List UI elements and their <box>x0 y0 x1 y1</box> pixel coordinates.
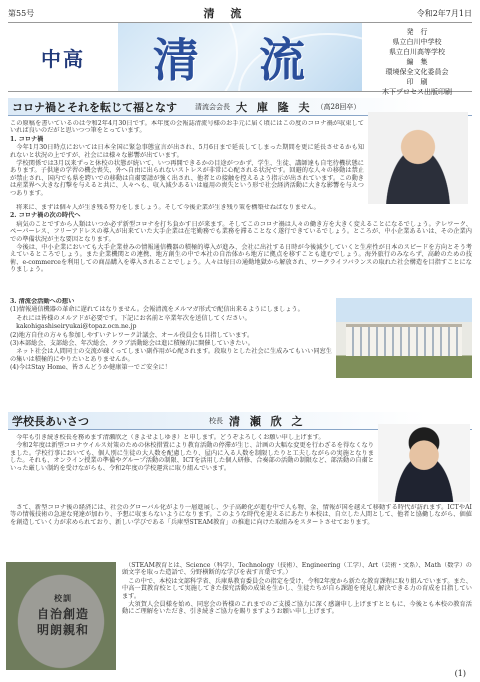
school-logo <box>8 23 118 91</box>
publisher-info <box>362 23 472 96</box>
paragraph: 将来に、まずは個々人が生き残る努力をしましょう。そして今後企業が生き残り策を構築せねばなりません。 <box>10 204 320 211</box>
article2-title: 学校長あいさつ <box>12 414 89 428</box>
publisher-line: 発 行 <box>406 28 428 36</box>
paragraph: (1)情報通信機器の革命に遅れてはなりません。会報清流をメルマガ形式で配信出来るようにしましょう。 <box>10 306 304 314</box>
article2-author-name: 清 瀬 欣 之 <box>229 414 306 428</box>
article1-body-top <box>10 120 364 204</box>
page-number: (1) <box>454 669 466 678</box>
issue-number: 第55号 <box>8 8 35 18</box>
article2-author-role: 校長 <box>209 416 223 425</box>
paragraph: 今年も引き続き校長を務めます清瀬欣之（きよせよしゆき）と申します。どうぞよろしくお願い申し上げます。 <box>10 434 325 441</box>
paragraph: 今後は、中小企業においても大手企業並みの情報通信機器の積極的導入が進み、会社に出社する日時が今後減少していくと生産性が日本のスピードを方向とそう考えているところでしょう。また企業機関との連携、地方創生の中で本社の自治体から地方に拠点を移すことも進むでしょう。海外旅行のみならず、高齢のための技術、e-commerceを利用しての商品購入を導入されることでしょう。人々は毎日の通勤地獄から解放され、ワークライフバランスの取れた社会構造を目指すことになりましょう。 <box>10 244 472 274</box>
page-header <box>8 6 472 20</box>
carving-line: 自治創造 <box>36 607 89 621</box>
publisher-line: 印 刷 <box>406 78 428 86</box>
paragraph: （STEAM教育とは、Science（科学）、Technology（技術）、Engineering（工学）、Art（芸術・文系）、Math（数学）の頭文字を取った造語で、分野横断的な学びを表す言葉です。） <box>122 562 472 577</box>
article1-body-middle <box>10 204 472 296</box>
paragraph: ネット社会は人間同士の交流が疎くってしまい副作用が心配されます。段取りとした社会に生成みてもいい同窓生の集いは積極的にやりたいとありませんか。 <box>10 348 332 363</box>
carving-line: 明朗親和 <box>36 623 89 637</box>
school-motto-stone-photo <box>6 562 116 670</box>
principal-portrait <box>378 424 470 502</box>
article2-body-middle <box>10 504 472 560</box>
publisher-line: 木下プロセス出版印刷 <box>382 88 452 96</box>
paragraph: 大須賀人会員様を始め、同窓会の皆様のこれまでのご支援ご協力に深く感謝申し上げますとともに、今後とも本校の教育活動にご理解をいただき、引き続きご協力を賜りますようお願い申し上げます。 <box>122 601 472 616</box>
title-banner <box>118 23 362 91</box>
article1-author-role: 清流会会長 <box>195 102 230 111</box>
paragraph: それには皆様のメルアドが必要です。下記にお名前と卒業年次を送信してください。 <box>10 314 251 322</box>
paragraph: (3)本部総会、支部総会、年次総会、クラブ活動総会は進に積極的に開催していきたい。 <box>10 340 254 348</box>
paragraph: (2)地方自住の方々も参加しやすいテレワーク計議会、オール役員会も目指しています。 <box>10 331 254 339</box>
article2-body-bottom <box>122 562 472 668</box>
article1-author-name: 大 庫 隆 夫 <box>236 100 313 114</box>
article1-title: コロナ禍とそれを転じて福となす <box>12 100 177 114</box>
paragraph: (4)今はStay Home、皆さんどうか健康第一でご安全に！ <box>10 364 171 372</box>
subheading: 1. コロナ禍 <box>10 135 44 143</box>
school-building-photo <box>336 298 472 378</box>
paragraph: 令和2年度は新型コロナウイルス対策のための休校措置により教育活動の停滞が生じ、計画の大幅な変更を行わざるを得なくなりました。学校行事においても、個人別に生徒の大人数を配慮したり、屋内に入る人数を制限したりと工夫しながらの実施となりました。それも、オンライン授業の準備やグループ活動の制限、ICTを活用した個人研修、合奏部の活動の制限など、部活動の自粛といった厳しい制約を受けながらも、令和2年度の学校運営に取り組んでいます。 <box>10 442 374 472</box>
publisher-line: 編 集 <box>406 58 428 66</box>
carving-line: 校訓 <box>54 593 72 603</box>
subheading: 2. コロナ禍の次の時代へ <box>10 212 81 220</box>
paragraph: この中で、本校は文部科学省、兵庫県教育委員会の指定を受け、令和2年度から新たな教育課程に取り組んでいます。また、中高一貫教育校として実施してきた探究活動の成果を生かし、生徒たちが自ら課題を発見し解決できる力の育成を目指しています。 <box>122 577 472 600</box>
masthead <box>8 22 472 96</box>
chairman-portrait <box>368 112 468 204</box>
article1-author-years: （高28回卒） <box>316 102 361 111</box>
publisher-line: 環境保全文化委員会 <box>385 68 449 76</box>
stone-carving-text <box>28 590 98 638</box>
newsletter-title: 清 流 <box>152 33 327 87</box>
article2-body-top <box>10 434 374 502</box>
paragraph: この原稿を書いているのは令和2年4月30日です。本年度の会報誌清流号様のお手元に届く頃にはこの度のコロナ禍が収束していれば良いのだがと思いつつ筆をとっています。 <box>10 120 364 135</box>
paragraph: 学校関係では3月以来ずっと休校の状態が続いて、いつ再開できるかの目途がつかず、学生、生徒、講師達も自宅待機状態にあります。子供達の学習の機会喪失、外へ自由に出られないストレスが非常に心配される状況です。回避的な人々の移動は禁止が禁止され、国内でも県を跨いでの移動は自粛要請が強く出され、他者との接触を控えるよう指示が出されています。この動きは産業界へ大きな打撃を与えると共に、人々へも、収入減少あるいは雇用の喪失という形で社会経済活動に大きな影響を与えつつあります。 <box>10 160 364 197</box>
publisher-line: 県立白川中学校 <box>392 38 442 46</box>
header-title: 清 流 <box>203 7 248 20</box>
email-address[interactable]: kakohigashiseiryukai@topaz.ocn.ne.jp <box>10 323 137 331</box>
issue-date: 令和2年7月1日 <box>416 8 472 18</box>
paragraph: 今年1月30日時点においては日本全国に緊急事態宣言が出され、5月6日まで延長してしまった期間を更に延長させるかも知れないと状況の上ですが、社会には様々な影響が出ています。 <box>10 144 364 159</box>
subheading: 3. 清流会活動への想い <box>10 298 75 305</box>
logo-text: 中高 <box>41 46 85 71</box>
paragraph: さて、新型コロナ後の経済には、社会のグローバル化がより一層進展し、少子高齢化が進む中で人も物、金、情報が国を越えて移動する時代が訪れます。ICTやAI等の情報技術の急速な発達が加わり、予想に収まらないようになります。このような時代を迎えるにあたり本校は、自立した人間として、他者と協働しながら、価値を創造していく力が求められており、新しい学びである「兵庫型STEAM教育」の推進に向けた取組みをスタートさせております。 <box>10 504 472 526</box>
paragraph: 病気のことですから人類はいつか必ず新型コロナを打ち負かす日が来ます。そしてこのコロナ禍は人々の働き方を大きく変えることになるでしょう。テレワーク、ペーパーレス、フリーアドレスの導入が出来ていた大手企業は在宅勤務でも業務を滞ることなく遂行できているでしょう。ところが、中小企業あるいは、その企業内での準備状況が主な要因となります。 <box>10 220 472 243</box>
article1-body-bottom <box>10 298 332 408</box>
school-building <box>346 324 462 356</box>
publisher-line: 県立白川高等学校 <box>389 48 445 56</box>
